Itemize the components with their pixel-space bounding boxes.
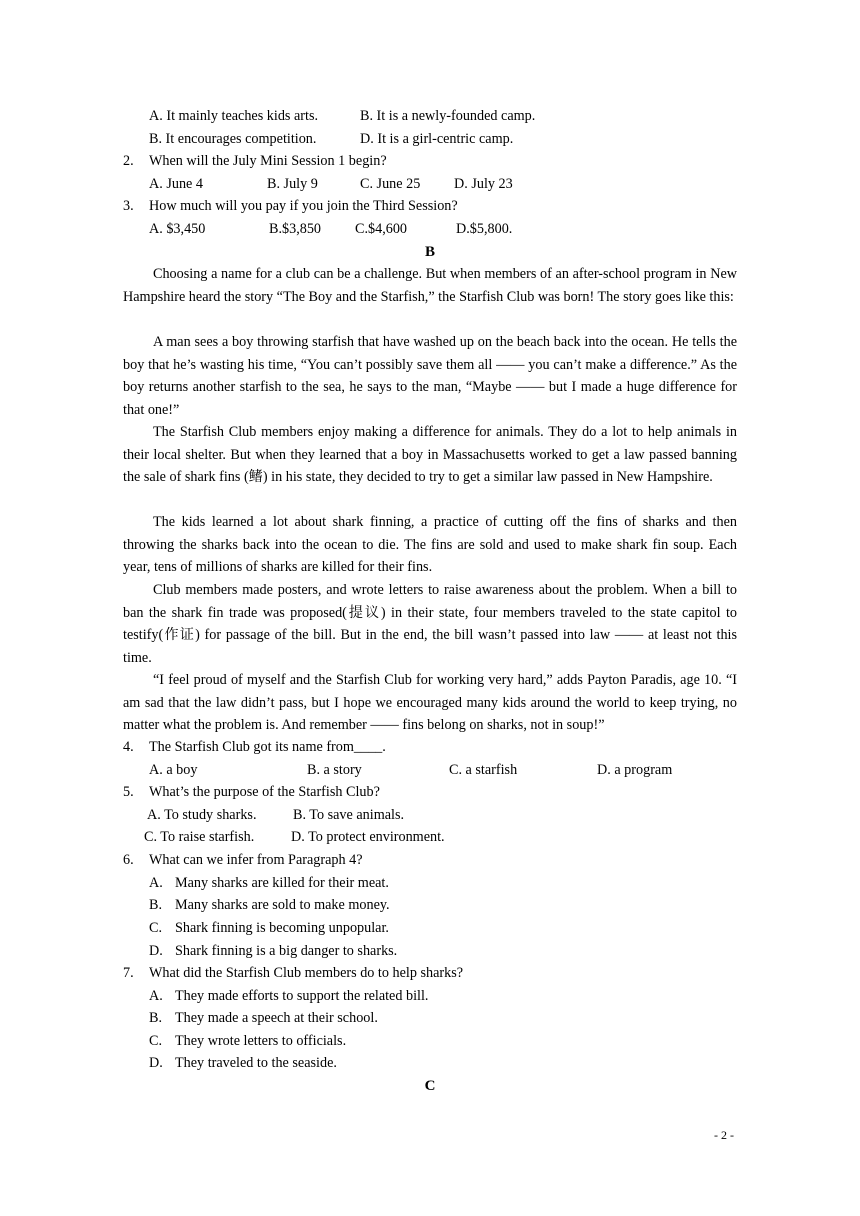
question-number: 5. <box>123 784 134 800</box>
passage-b-paragraph-1: Choosing a name for a club can be a challenge. But when members of an after-school program in New Hampshire heard the story “The Boy and the Starfish,” the Starfish Club was born! The story goes like this: <box>123 266 737 305</box>
question-5 <box>123 783 380 801</box>
q5-option-b: B. To save animals. <box>293 807 405 823</box>
option-text: Many sharks are killed for their meat. <box>175 875 389 891</box>
question-text: What can we infer from Paragraph 4? <box>149 852 363 868</box>
option-text: They wrote letters to officials. <box>175 1033 347 1049</box>
option-text: They made efforts to support the related bill. <box>175 988 429 1004</box>
q2-option-a: A. June 4 <box>149 176 203 192</box>
question-number: 4. <box>123 739 134 755</box>
question-number: 2. <box>123 153 134 169</box>
option-letter: A. <box>149 875 163 891</box>
page-number: - 2 - <box>714 1128 734 1142</box>
question-number: 3. <box>123 198 134 214</box>
question-3 <box>123 197 458 215</box>
option-text: Many sharks are sold to make money. <box>175 897 390 913</box>
passage-b-paragraph-6: “I feel proud of myself and the Starfish Club for working very hard,” adds Payton Paradis, age 10. “I am sad that the law didn’t pass, but I hope we encouraged many kids around the world to keep trying, no matter what the problem is. And remember —— fins belong on sharks, not in soup!” <box>123 672 737 733</box>
q5-option-a: A. To study sharks. <box>147 807 257 823</box>
q7-option-a <box>149 987 428 1005</box>
option-letter: C. <box>149 1033 163 1049</box>
q4-option-b: B. a story <box>307 762 362 778</box>
question-number: 6. <box>123 852 134 868</box>
q1-option-b: B. It is a newly-founded camp. <box>360 108 536 124</box>
option-text: They made a speech at their school. <box>175 1010 378 1026</box>
question-text: What’s the purpose of the Starfish Club? <box>149 784 380 800</box>
option-text: Shark finning is a big danger to sharks. <box>175 943 398 959</box>
q3-option-d: D.$5,800. <box>456 221 513 237</box>
option-letter: A. <box>149 988 163 1004</box>
q4-option-a: A. a boy <box>149 762 198 778</box>
q5-option-d: D. To protect environment. <box>291 829 445 845</box>
q7-option-c <box>149 1032 346 1050</box>
option-letter: C. <box>149 920 163 936</box>
passage-b-paragraph-5: Club members made posters, and wrote letters to raise awareness about the problem. When a bill to ban the shark fin trade was proposed(提议) in their state, four members traveled to the state capitol to testify(作证) for passage of the bill. But in the end, the bill wasn’t passed into law —— at least not this time. <box>123 582 737 666</box>
q4-option-d: D. a program <box>597 762 673 778</box>
option-text: They traveled to the seaside. <box>175 1055 337 1071</box>
option-letter: D. <box>149 1055 163 1071</box>
passage-b-paragraph-4: The kids learned a lot about shark finning, a practice of cutting off the fins of sharks and then throwing the sharks back into the ocean to die. The fins are sold and used to make shark fin soup. Each year, tens of millions of sharks are killed for their fins. <box>123 514 737 575</box>
q1-option-c: B. It encourages competition. <box>149 131 317 147</box>
option-letter: B. <box>149 1010 163 1026</box>
q3-option-a: A. $3,450 <box>149 221 206 237</box>
section-heading-b: B <box>424 244 435 260</box>
question-7 <box>123 964 463 982</box>
q7-option-b <box>149 1009 378 1027</box>
question-4 <box>123 738 386 756</box>
passage-b-paragraph-2: A man sees a boy throwing starfish that have washed up on the beach back into the ocean. He tells the boy that he’s wasting his time, “You can’t possibly save them all —— you can’t make a difference.” As the boy returns another starfish to the sea, he says to the man, “Maybe —— but I made a huge difference for that one!” <box>123 334 737 418</box>
question-text: What did the Starfish Club members do to help sharks? <box>149 965 464 981</box>
q7-option-d <box>149 1054 337 1072</box>
q2-option-c: C. June 25 <box>360 176 421 192</box>
q6-option-b <box>149 896 390 914</box>
q3-option-b: B.$3,850 <box>269 221 322 237</box>
option-text: Shark finning is becoming unpopular. <box>175 920 389 936</box>
q6-option-a <box>149 874 389 892</box>
question-text: When will the July Mini Session 1 begin? <box>149 153 387 169</box>
q6-option-c <box>149 919 389 937</box>
section-heading-c: C <box>424 1078 436 1094</box>
q1-option-a: A. It mainly teaches kids arts. <box>149 108 319 124</box>
question-number: 7. <box>123 965 134 981</box>
q6-option-d <box>149 942 397 960</box>
q2-option-d: D. July 23 <box>454 176 513 192</box>
q4-option-c: C. a starfish <box>449 762 518 778</box>
question-text: How much will you pay if you join the Third Session? <box>149 198 458 214</box>
q5-option-c: C. To raise starfish. <box>144 829 255 845</box>
passage-b-paragraph-3: The Starfish Club members enjoy making a difference for animals. They do a lot to help animals in their local shelter. But when they learned that a boy in Massachusetts worked to get a law passed banning the sale of shark fins (鳍) in his state, they decided to try to get a similar law passed in New Hampshire. <box>123 424 737 485</box>
option-letter: D. <box>149 943 163 959</box>
question-text: The Starfish Club got its name from____. <box>149 739 386 755</box>
question-2 <box>123 152 387 170</box>
option-letter: B. <box>149 897 163 913</box>
question-6 <box>123 851 363 869</box>
q2-option-b: B. July 9 <box>267 176 318 192</box>
q1-option-d: D. It is a girl-centric camp. <box>360 131 514 147</box>
q3-option-c: C.$4,600 <box>355 221 408 237</box>
